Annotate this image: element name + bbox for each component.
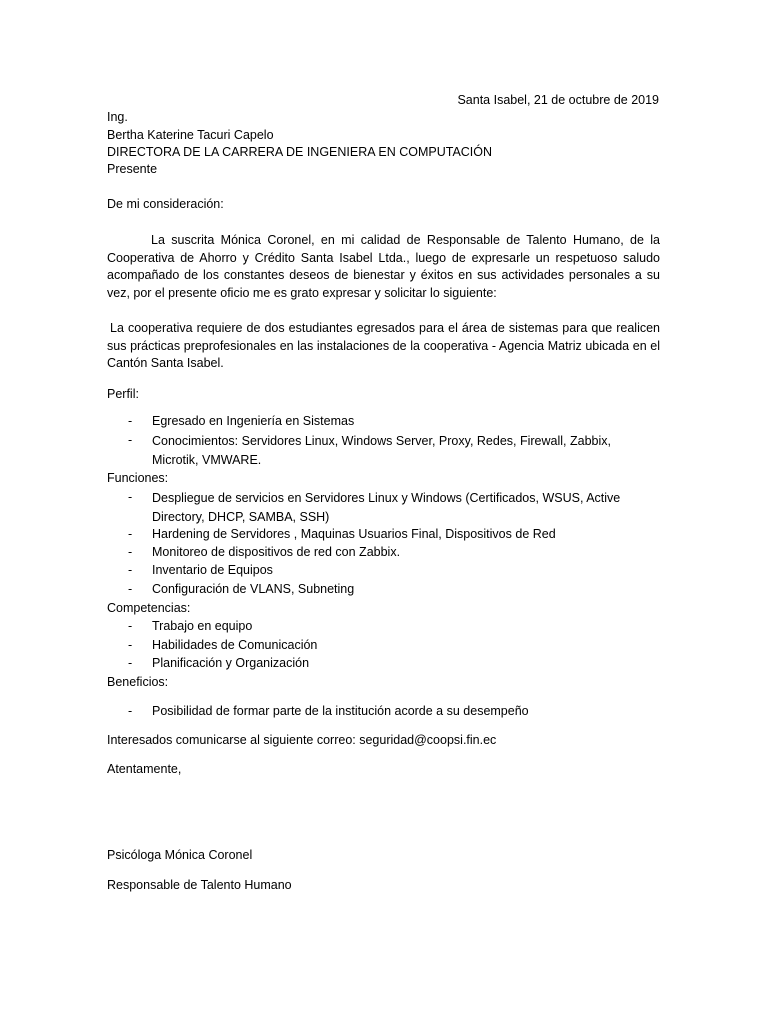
bullet-dash: - — [128, 582, 133, 596]
perfil-item-1: Egresado en Ingeniería en Sistemas — [152, 414, 355, 428]
bullet-dash: - — [128, 619, 133, 633]
perfil-item-2: Conocimientos: Servidores Linux, Windows Server, Proxy, Redes, Firewall, Zabbix, Microtik, VMWARE. — [152, 434, 611, 467]
bullet-dash: - — [128, 527, 133, 541]
funciones-item-2: Hardening de Servidores , Maquinas Usuarios Final, Dispositivos de Red — [152, 527, 556, 541]
salutation: De mi consideración: — [107, 197, 224, 211]
funciones-item-1: Despliegue de servicios en Servidores Linux y Windows (Certificados, WSUS, Active Directory, DHCP, SAMBA, SSH) — [152, 491, 621, 524]
signature-role: Responsable de Talento Humano — [107, 878, 292, 892]
funciones-item-5: Configuración de VLANS, Subneting — [152, 582, 355, 596]
funciones-heading: Funciones: — [107, 471, 169, 485]
funciones-item-3: Monitoreo de dispositivos de red con Zabbix. — [152, 545, 401, 559]
bullet-dash: - — [128, 638, 133, 652]
bullet-dash: - — [128, 656, 133, 670]
funciones-item-4: Inventario de Equipos — [152, 563, 273, 577]
recipient-name: Bertha Katerine Tacuri Capelo — [107, 128, 274, 142]
bullet-dash: - — [128, 490, 133, 504]
letter-date: Santa Isabel, 21 de octubre de 2019 — [457, 93, 659, 107]
beneficios-item-1: Posibilidad de formar parte de la institución acorde a su desempeño — [152, 704, 529, 718]
recipient-title: Ing. — [107, 110, 128, 124]
body-paragraph-2: La cooperativa requiere de dos estudiantes egresados para el área de sistemas para que realicen sus prácticas preprofesionales en las instalaciones de la cooperativa - Agencia Matriz ubicada en el Cantón Santa Isabel. — [107, 321, 660, 371]
body-paragraph-1: La suscrita Mónica Coronel, en mi calidad de Responsable de Talento Humano, de la Cooperativa de Ahorro y Crédito Santa Isabel Ltda., luego de expresarle un respetuoso saludo acompañado de los constantes deseos de bienestar y éxitos en sus actividades personales a su vez, por el presente oficio me es grato expresar y solicitar lo siguiente: — [107, 233, 660, 300]
recipient-presente: Presente — [107, 162, 158, 176]
competencias-item-1: Trabajo en equipo — [152, 619, 253, 633]
beneficios-heading: Beneficios: — [107, 675, 169, 689]
competencias-item-3: Planificación y Organización — [152, 656, 310, 670]
perfil-heading: Perfil: — [107, 387, 139, 401]
bullet-dash: - — [128, 563, 133, 577]
recipient-position: DIRECTORA DE LA CARRERA DE INGENIERA EN COMPUTACIÓN — [107, 145, 493, 159]
closing: Atentamente, — [107, 762, 182, 776]
bullet-dash: - — [128, 704, 133, 718]
contact-line: Interesados comunicarse al siguiente correo: seguridad@coopsi.fin.ec — [107, 733, 497, 747]
signature-name: Psicóloga Mónica Coronel — [107, 848, 253, 862]
bullet-dash: - — [128, 414, 133, 428]
competencias-item-2: Habilidades de Comunicación — [152, 638, 318, 652]
bullet-dash: - — [128, 545, 133, 559]
bullet-dash: - — [128, 433, 133, 447]
competencias-heading: Competencias: — [107, 601, 191, 615]
